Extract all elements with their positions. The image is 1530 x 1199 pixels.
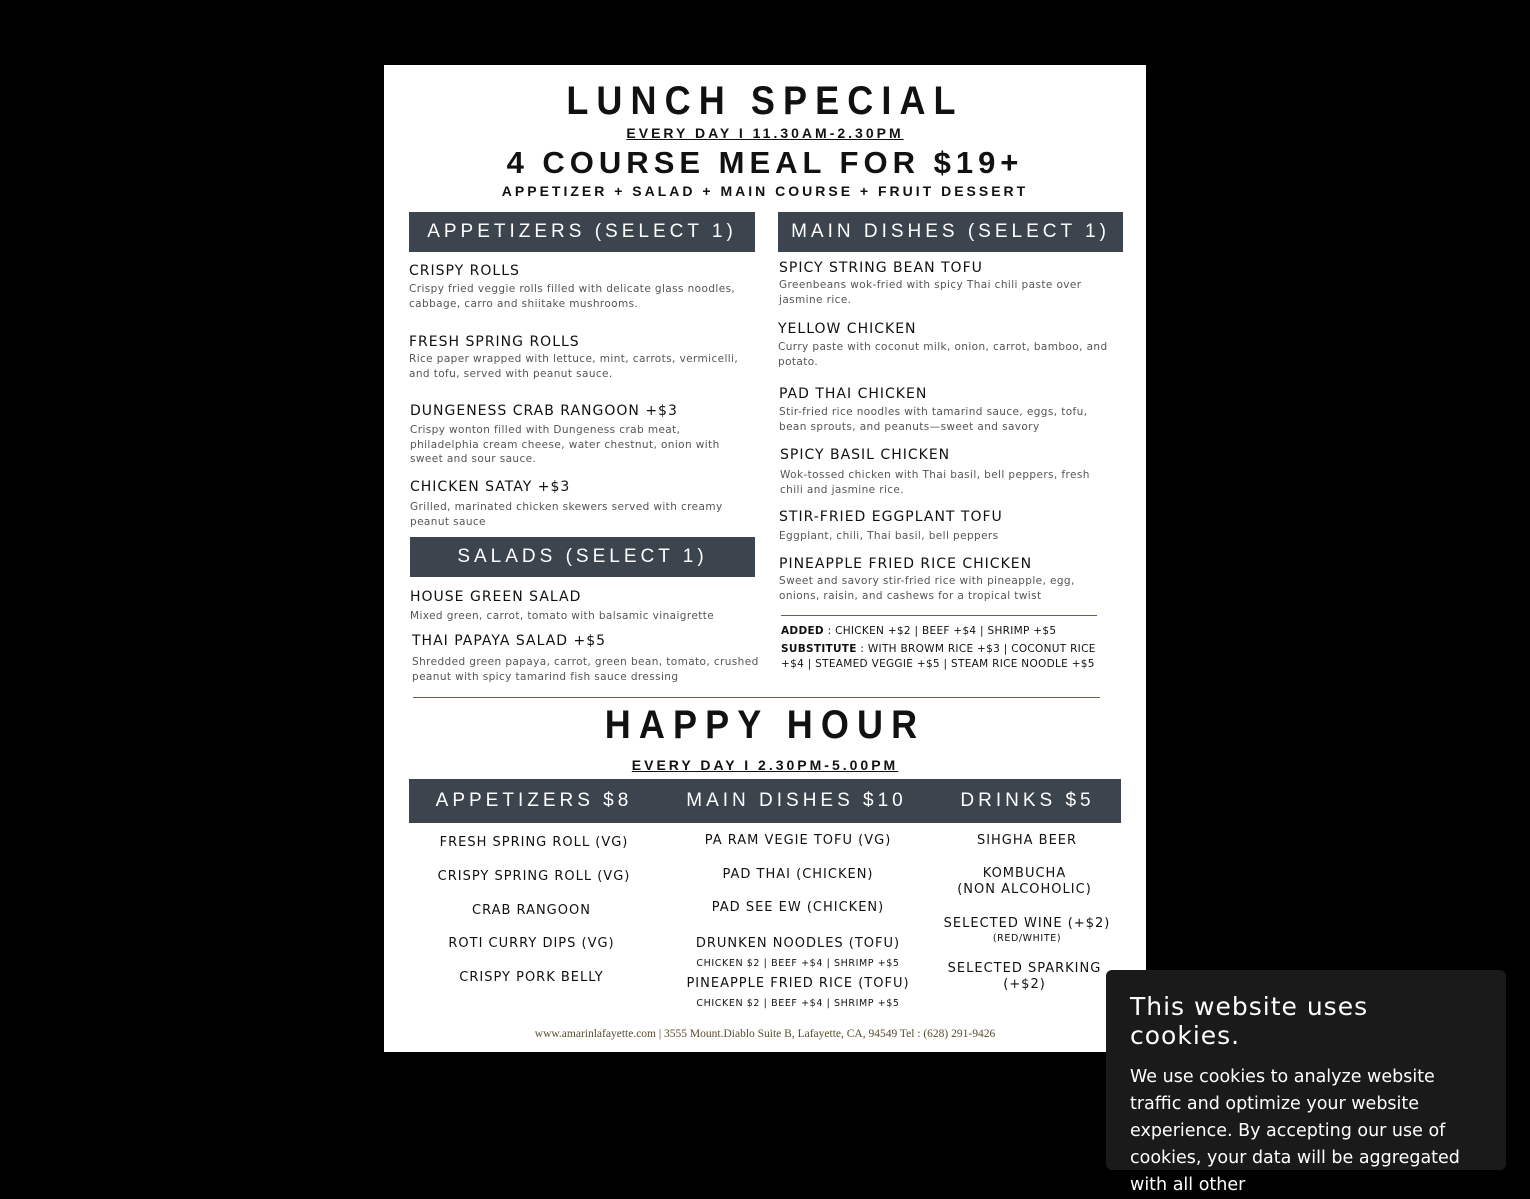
section-divider bbox=[413, 697, 1100, 698]
cookie-banner-body: We use cookies to analyze website traffic and optimize your website experience. By accepting our use of cookies, your data will be aggregated with all other bbox=[1130, 1067, 1460, 1195]
main-dish-name: SPICY STRING BEAN TOFU bbox=[779, 260, 983, 276]
course-offer-sub: APPETIZER + SALAD + MAIN COURSE + FRUIT DESSERT bbox=[501, 183, 1029, 199]
happy-hour-hours: EVERY DAY I 2.30PM-5.00PM bbox=[631, 757, 899, 773]
appetizer-desc: Crispy wonton filled with Dungeness crab meat, philadelphia cream cheese, water chestnut, onion with sweet and sour sauce. bbox=[410, 424, 720, 465]
hh-main: PAD SEE EW (CHICKEN) bbox=[711, 900, 885, 915]
footer-address: www.amarinlafayette.com | 3555 Mount.Diablo Suite B, Lafayette, CA, 94549 Tel : (628) 291-9426 bbox=[534, 1028, 996, 1040]
appetizers-header: APPETIZERS (SELECT 1) bbox=[409, 212, 755, 252]
hh-main: DRUNKEN NOODLES (TOFU) bbox=[695, 936, 901, 951]
hh-appetizers-header: APPETIZERS $8 bbox=[435, 790, 633, 811]
appetizer-name: DUNGENESS CRAB RANGOON +$3 bbox=[410, 403, 678, 419]
main-dish-desc: Curry paste with coconut milk, onion, carrot, bamboo, and potato. bbox=[778, 341, 1108, 368]
hh-main: PINEAPPLE FRIED RICE (TOFU) bbox=[686, 976, 910, 991]
hh-drink-note: (+$2) bbox=[1003, 977, 1046, 992]
hh-drink: SELECTED SPARKING bbox=[947, 961, 1102, 976]
hh-drink: SIHGHA BEER bbox=[976, 833, 1078, 848]
lunch-special-title: LUNCH SPECIAL bbox=[566, 79, 964, 123]
menu-image bbox=[384, 65, 1146, 1052]
hh-drink: SELECTED WINE (+$2) bbox=[943, 916, 1111, 931]
main-dish-name: SPICY BASIL CHICKEN bbox=[780, 447, 951, 463]
cookie-banner[interactable] bbox=[1106, 970, 1506, 1195]
hh-appetizer: FRESH SPRING ROLL (VG) bbox=[439, 835, 629, 850]
main-dish-name: YELLOW CHICKEN bbox=[778, 321, 917, 337]
cookie-banner-title: This website uses cookies. bbox=[1130, 992, 1369, 1050]
happy-hour-header-bar bbox=[409, 779, 1121, 823]
hh-mains-header: MAIN DISHES $10 bbox=[686, 790, 907, 811]
substitute-options: SUBSTITUTE : WITH BROWM RICE +$3 | COCONUT RICE +$4 | STEAMED VEGGIE +$5 | STEAM RICE NOODLE +$5 bbox=[781, 643, 1096, 670]
main-dish-desc: Greenbeans wok-fried with spicy Thai chili paste over jasmine rice. bbox=[779, 279, 1082, 306]
main-dish-name: STIR-FRIED EGGPLANT TOFU bbox=[779, 509, 1003, 525]
salads-header: SALADS (SELECT 1) bbox=[410, 537, 755, 577]
main-dish-desc: Stir-fried rice noodles with tamarind sauce, eggs, tofu, bean sprouts, and peanuts—sweet and savory bbox=[779, 406, 1088, 433]
added-options: ADDED : CHICKEN +$2 | BEEF +$4 | SHRIMP +$5 bbox=[781, 625, 1057, 637]
happy-hour-title: HAPPY HOUR bbox=[604, 703, 926, 747]
main-dish-desc: Sweet and savory stir-fried rice with pineapple, egg, onions, raisin, and cashews for a tropical twist bbox=[779, 575, 1075, 602]
appetizer-name: FRESH SPRING ROLLS bbox=[409, 334, 580, 350]
hh-main: PAD THAI (CHICKEN) bbox=[722, 867, 874, 882]
appetizer-desc: Grilled, marinated chicken skewers served with creamy peanut sauce bbox=[410, 501, 723, 528]
salad-desc: Shredded green papaya, carrot, green bean, tomato, crushed peanut with spicy tamarind fish sauce dressing bbox=[412, 656, 759, 683]
main-dish-name: PAD THAI CHICKEN bbox=[779, 386, 928, 402]
divider bbox=[781, 615, 1097, 616]
hh-main-addon: CHICKEN $2 | BEEF +$4 | SHRIMP +$5 bbox=[696, 998, 900, 1009]
hh-appetizer: CRISPY PORK BELLY bbox=[459, 970, 604, 985]
hh-drink-note: (NON ALCOHOLIC) bbox=[957, 882, 1092, 897]
hh-appetizer: CRAB RANGOON bbox=[472, 903, 591, 918]
hh-appetizer: ROTI CURRY DIPS (VG) bbox=[448, 936, 615, 951]
hh-main-addon: CHICKEN $2 | BEEF +$4 | SHRIMP +$5 bbox=[696, 958, 900, 969]
salad-name: THAI PAPAYA SALAD +$5 bbox=[412, 633, 607, 649]
main-dish-desc: Wok-tossed chicken with Thai basil, bell peppers, fresh chili and jasmine rice. bbox=[780, 469, 1090, 496]
hh-drinks-header: DRINKS $5 bbox=[960, 790, 1095, 811]
main-dish-name: PINEAPPLE FRIED RICE CHICKEN bbox=[779, 556, 1033, 572]
appetizer-name: CHICKEN SATAY +$3 bbox=[410, 479, 571, 495]
hh-main: PA RAM VEGIE TOFU (VG) bbox=[704, 833, 892, 848]
hh-drink-note: (RED/WHITE) bbox=[992, 933, 1062, 944]
salad-desc: Mixed green, carrot, tomato with balsamic vinaigrette bbox=[410, 610, 715, 622]
course-offer: 4 COURSE MEAL FOR $19+ bbox=[506, 145, 1024, 180]
appetizer-desc: Crispy fried veggie rolls filled with delicate glass noodles, cabbage, carro and shiitake mushrooms. bbox=[409, 283, 736, 310]
main-dishes-header: MAIN DISHES (SELECT 1) bbox=[778, 212, 1123, 252]
appetizer-name: CRISPY ROLLS bbox=[409, 263, 520, 279]
appetizer-desc: Rice paper wrapped with lettuce, mint, carrots, vermicelli, and tofu, served with peanut sauce. bbox=[409, 353, 739, 380]
hh-drink: KOMBUCHA bbox=[982, 866, 1067, 881]
hh-appetizer: CRISPY SPRING ROLL (VG) bbox=[437, 869, 631, 884]
main-dish-desc: Eggplant, chili, Thai basil, bell peppers bbox=[779, 530, 999, 542]
salad-name: HOUSE GREEN SALAD bbox=[410, 589, 582, 605]
lunch-hours: EVERY DAY I 11.30AM-2.30PM bbox=[626, 125, 904, 141]
